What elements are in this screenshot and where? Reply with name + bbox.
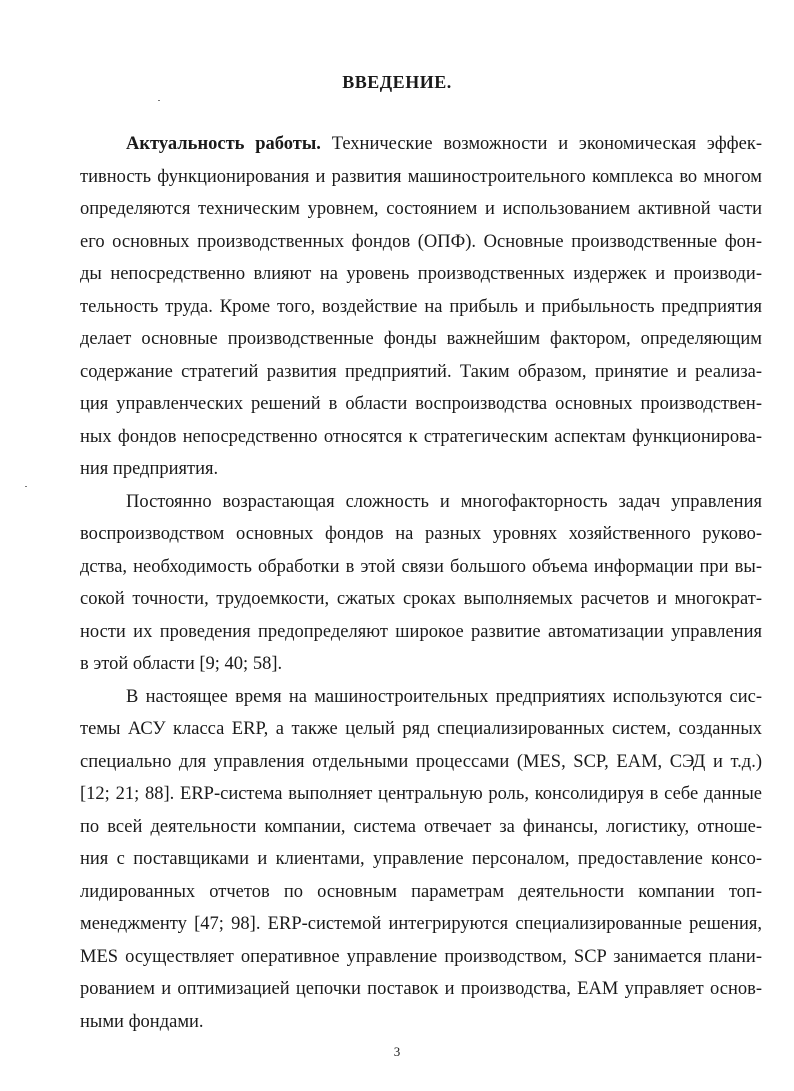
text-line: делает основные производственные фонды важнейшим фактором, определяющим <box>80 329 762 349</box>
text-line: ния предприятия. <box>80 459 219 479</box>
text-line: сокой точности, трудоемкости, сжатых сроках выполняемых расчетов и многократ- <box>80 589 762 609</box>
text-line: рованием и оптимизацией цепочки поставок и производства, EAM управляет основ- <box>80 979 762 999</box>
text-line: MES осуществляет оперативное управление производством, SCP занимается плани- <box>80 947 762 967</box>
text-line: лидированных отчетов по основным параметрам деятельности компании топ- <box>80 882 762 902</box>
text-line: Постоянно возрастающая сложность и многофакторность задач управления <box>126 492 762 512</box>
text-line: тельность труда. Кроме того, воздействие на прибыль и прибыльность предприятия <box>80 297 762 317</box>
text-line: тивность функционирования и развития машиностроительного комплекса во многом <box>80 167 762 187</box>
text-line: менеджменту [47; 98]. ERP-системой интегрируются специализированные решения, <box>80 914 762 934</box>
text-line: по всей деятельности компании, система отвечает за финансы, логистику, отноше- <box>80 817 762 837</box>
text-line: Актуальность работы. Технические возможности и экономическая эффек- <box>126 134 762 154</box>
text-line: его основных производственных фондов (ОПФ). Основные производственные фон- <box>80 232 762 252</box>
text-line: определяются техническим уровнем, состоянием и использованием активной части <box>80 199 762 219</box>
text-line: воспроизводством основных фондов на разных уровнях хозяйственного руково- <box>80 524 762 544</box>
scan-speck <box>25 486 27 487</box>
text-line: ция управленческих решений в области воспроизводства основных производствен- <box>80 394 762 414</box>
text-line: специально для управления отдельными процессами (MES, SCP, EAM, СЭД и т.д.) <box>80 752 762 772</box>
lead-phrase: Актуальность работы. <box>126 134 321 154</box>
page-number: 3 <box>393 1044 401 1059</box>
page-title: ВВЕДЕНИЕ. <box>342 72 452 92</box>
text-line: в этой области [9; 40; 58]. <box>80 654 283 674</box>
text-line: дства, необходимость обработки в этой связи большого объема информации при вы- <box>80 557 762 577</box>
text-line: [12; 21; 88]. ERP-система выполняет центральную роль, консолидируя в себе данные <box>80 784 762 804</box>
text-line: содержание стратегий развития предприятий. Таким образом, принятие и реализа- <box>80 362 762 382</box>
text-line: темы АСУ класса ERP, а также целый ряд специализированных систем, созданных <box>80 719 762 739</box>
text-line: ды непосредственно влияют на уровень производственных издержек и производи- <box>80 264 762 284</box>
text-line: ния с поставщиками и клиентами, управление персоналом, предоставление консо- <box>80 849 762 869</box>
text-line: ности их проведения предопределяют широкое развитие автоматизации управления <box>80 622 762 642</box>
text-line: ных фондов непосредственно относятся к стратегическим аспектам функционирова- <box>80 427 762 447</box>
text-line: ными фондами. <box>80 1012 204 1032</box>
scan-speck <box>158 100 160 101</box>
text-line: В настоящее время на машиностроительных предприятиях используются сис- <box>126 687 762 707</box>
